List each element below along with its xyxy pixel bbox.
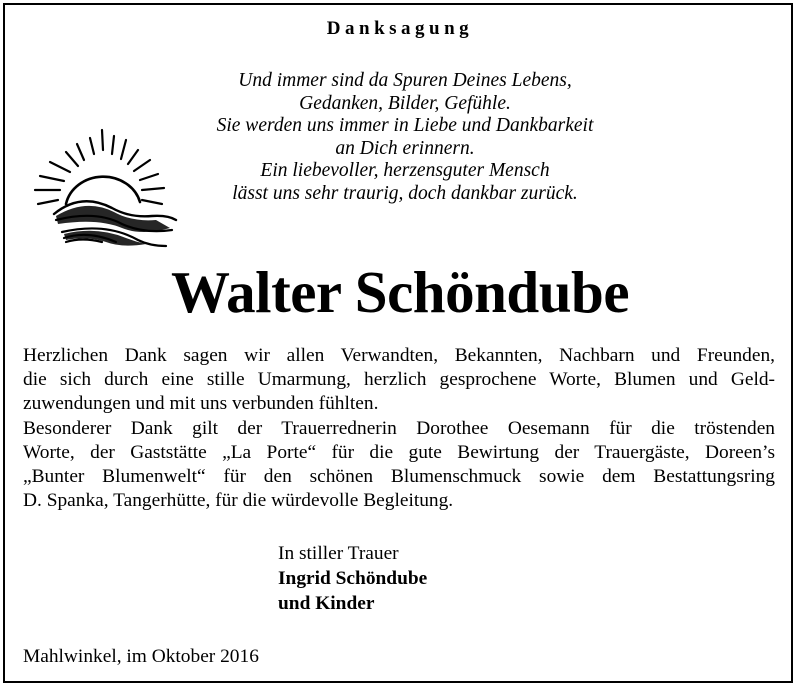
text-line: „Bunter Blumenwelt“ für den schönen Blumenschmuck sowie dem Bestattungsring (23, 466, 775, 488)
place-date: Mahlwinkel, im Oktober 2016 (23, 646, 259, 667)
heading: Danksagung (326, 18, 474, 39)
text-line: die sich durch eine stille Umarmung, herzlich gesprochene Worte, Blumen und Geld- (23, 369, 775, 391)
sunset-over-hills-icon (26, 124, 181, 254)
text-line: Worte, der Gaststätte „La Porte“ für die gute Bewirtung der Trauergäste, Doreen’s (23, 441, 775, 463)
poem (175, 70, 635, 205)
poem-line: lässt uns sehr traurig, doch dankbar zurück. (232, 182, 578, 204)
text-line: zuwendungen und mit uns verbunden fühlten. (23, 393, 379, 415)
poem-line: Gedanken, Bilder, Gefühle. (299, 92, 511, 114)
poem-line: Ein liebevoller, herzensguter Mensch (260, 160, 550, 181)
signature-name: Ingrid Schöndube (278, 568, 428, 589)
thanks-text (23, 344, 775, 513)
signature-intro: In stiller Trauer (278, 543, 399, 564)
deceased-name: Walter Schöndube (170, 259, 630, 325)
text-line: Besonderer Dank gilt der Trauerrednerin Dorothee Oesemann für die tröstenden (23, 417, 775, 439)
signature-block (278, 541, 427, 616)
poem-line: Und immer sind da Spuren Deines Lebens, (238, 70, 572, 91)
signature-family: und Kinder (278, 593, 375, 614)
text-line: D. Spanka, Tangerhütte, für die würdevolle Begleitung. (23, 490, 454, 512)
poem-line: Sie werden uns immer in Liebe und Dankbarkeit (216, 115, 594, 136)
text-line: Herzlichen Dank sagen wir allen Verwandten, Bekannten, Nachbarn und Freunden, (23, 345, 775, 366)
poem-line: an Dich erinnern. (335, 137, 475, 159)
